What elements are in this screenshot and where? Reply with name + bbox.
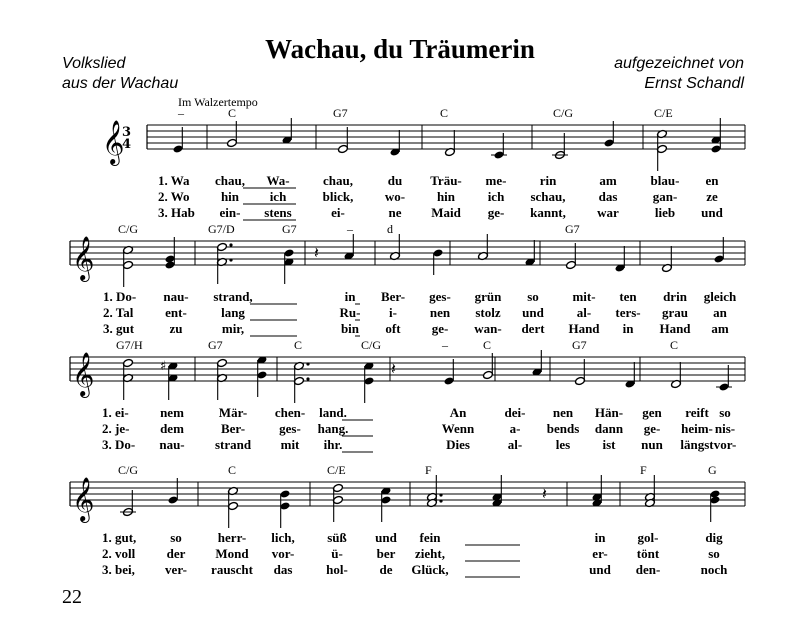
origin-line-1: Volkslied [62,55,126,72]
dot [439,493,442,496]
chord-symbol: G7 [572,338,587,352]
lyric-syllable: rin [539,173,557,188]
lyric-syllable: das [273,562,293,577]
lyric-syllable: stolz [475,305,501,320]
chord-symbol: G7/H [116,338,143,352]
lyric-syllable: ich [487,189,505,204]
lyric-syllable: blick, [322,189,354,204]
lyric-syllable: 3. gut [103,321,135,336]
lyric-syllable: gleich [703,289,737,304]
lyric-syllable: gan- [652,189,678,204]
lyric-syllable: der [166,546,186,561]
chord-symbol: F [425,463,432,477]
lyric-syllable: lieb [654,205,676,220]
lyric-syllable: mit- [572,289,596,304]
lyric-syllable: stens [264,205,292,220]
chord-symbol: – [347,222,353,236]
lyric-syllable: 3. Do- [102,437,136,452]
chord-symbol: G7 [565,222,580,236]
chord-symbol: C [440,106,449,120]
chord-symbol: C [483,338,492,352]
lyric-syllable: in [344,289,356,304]
lyric-syllable: kannt, [530,205,566,220]
lyric-syllable: den- [635,562,661,577]
lyric-syllable: ver- [165,562,187,577]
lyric-syllable: grün [474,289,502,304]
lyric-syllable: lich, [271,530,295,545]
chord-symbol: d [387,222,393,236]
lyric-syllable: Glück, [411,562,449,577]
lyric-syllable: Ru- [339,305,361,320]
lyric-syllable: so [719,405,731,420]
chord-symbol: C [670,338,679,352]
chord-symbol: C/G [361,338,382,352]
lyric-syllable: zu [169,321,183,336]
lyric-syllable: Mär- [218,405,248,420]
lyric-syllable: 1. gut, [102,530,137,545]
lyric-syllable: ne [388,205,402,220]
lyric-syllable: bends [546,421,580,436]
lyric-syllable: 3. bei, [102,562,135,577]
lyric-syllable: wo- [384,189,406,204]
chord-symbol: C [294,338,303,352]
lyric-syllable: mit [280,437,300,452]
lyric-syllable: ein- [219,205,241,220]
lyric-syllable: und [589,562,611,577]
lyric-syllable: les [555,437,571,452]
lyric-syllable: wan- [474,321,502,336]
lyric-syllable: 1. Wa [158,173,190,188]
song-title: Wachau, du Träumerin [265,34,535,64]
lyric-syllable: Maid [431,205,461,220]
lyric-syllable: ges- [279,421,301,436]
lyric-syllable: nun [641,437,663,452]
lyric-syllable: ü- [331,546,343,561]
lyric-syllable: Ber- [220,421,246,436]
lyric-syllable: strand, [213,289,253,304]
staff-system [70,222,745,336]
lyric-syllable: ihr. [323,437,343,452]
lyric-syllable: und [375,530,397,545]
lyric-syllable: so [170,530,182,545]
lyric-syllable: 1. Do- [103,289,137,304]
treble-clef-icon: 𝄞 [72,477,95,521]
treble-clef-icon: 𝄞 [102,120,125,164]
lyric-syllable: herr- [217,530,247,545]
lyric-syllable: dig [705,530,723,545]
lyric-syllable: Hän- [594,405,624,420]
lyric-syllable: chau, [323,173,353,188]
lyric-syllable: ich [269,189,287,204]
lyric-syllable: Träu- [430,173,462,188]
lyric-syllable: längst [680,437,714,452]
quarter-rest: 𝄽 [542,484,547,503]
lyric-syllable: ent- [165,305,187,320]
lyric-syllable: in [622,321,634,336]
lyric-syllable: en [705,173,719,188]
dot [306,377,309,380]
lyric-syllable: 2. je- [102,421,130,436]
lyric-syllable: blau- [650,173,680,188]
staff-system [70,463,745,577]
dot [229,243,232,246]
lyric-syllable: bin [340,321,360,336]
chord-symbol: G7/D [208,222,235,236]
lyric-syllable: 2. Wo [158,189,190,204]
lyric-syllable: nem [160,405,184,420]
lyric-syllable: 2. voll [102,546,136,561]
lyric-syllable: Hand [659,321,691,336]
lyric-syllable: strand [214,437,252,452]
lyric-syllable: noch [700,562,728,577]
lyric-syllable: chau, [215,173,245,188]
lyric-syllable: rauscht [211,562,253,577]
lyric-syllable: süß [327,530,347,545]
lyric-syllable: ge- [643,421,661,436]
lyric-syllable: Ber- [380,289,406,304]
lyric-syllable: und [701,205,723,220]
lyric-syllable: am [711,321,729,336]
lyric-syllable: so [708,546,720,561]
lyric-syllable: tönt [636,546,660,561]
lyric-syllable: 2. Tal [103,305,134,320]
lyric-syllable: heim- [681,421,713,436]
treble-clef-icon: 𝄞 [72,236,95,280]
staff-system [70,338,745,452]
lyric-syllable: dei- [504,405,526,420]
lyric-syllable: nau- [159,437,185,452]
lyric-syllable: so [527,289,539,304]
lyric-syllable: oft [385,321,401,336]
quarter-rest: 𝄽 [314,243,319,262]
lyric-syllable: am [599,173,617,188]
lyric-syllable: 1. ei- [102,405,129,420]
lyric-syllable: dem [160,421,184,436]
lyric-syllable: das [598,189,618,204]
lyric-syllable: hin [220,189,240,204]
lyric-syllable: grau [662,305,688,320]
lyric-syllable: 3. Hab [158,205,195,220]
lyric-syllable: a- [509,421,521,436]
chord-symbol: G [708,463,717,477]
lyric-syllable: ters- [615,305,641,320]
lyric-syllable: ge- [487,205,505,220]
lyric-syllable: zieht, [415,546,445,561]
lyric-syllable: ge- [431,321,449,336]
lyric-syllable: du [387,173,403,188]
lyric-syllable: dann [594,421,624,436]
chord-symbol: C/G [118,463,139,477]
arranger-line-2: Ernst Schandl [644,75,744,92]
lyric-syllable: mir, [221,321,245,336]
lyric-syllable: er- [592,546,608,561]
lyric-syllable: land. [319,405,347,420]
chord-symbol: G7 [333,106,348,120]
chord-symbol: G7 [208,338,223,352]
lyric-syllable: war [597,205,619,220]
lyric-syllable: an [713,305,727,320]
lyric-syllable: schau, [530,189,566,204]
lyric-syllable: gol- [637,530,659,545]
lyric-syllable: Wenn [441,421,475,436]
lyric-syllable: ze [706,189,718,204]
lyric-syllable: nis- [714,421,736,436]
chord-symbol: C [228,463,237,477]
tempo-marking: Im Walzertempo [178,95,258,109]
lyric-syllable: Hand [568,321,600,336]
lyric-syllable: dert [521,321,545,336]
staff-system [102,106,745,220]
chord-symbol: – [442,338,448,352]
lyric-syllable: me- [485,173,507,188]
origin-line-2: aus der Wachau [62,75,179,92]
lyric-syllable: al- [576,305,592,320]
chord-symbol: – [178,106,184,120]
chord-symbol: C/G [553,106,574,120]
chord-symbol: C/G [118,222,139,236]
dot [229,258,232,261]
lyric-syllable: nen [552,405,574,420]
lyric-syllable: nau- [163,289,189,304]
lyric-syllable: fein [419,530,441,545]
chord-symbol: C/E [327,463,346,477]
lyric-syllable: i- [389,305,397,320]
lyric-syllable: drin [663,289,687,304]
chord-symbol: C [228,106,237,120]
dot [306,362,309,365]
lyric-syllable: ei- [331,205,345,220]
lyric-syllable: hol- [326,562,348,577]
time-sig-bottom: 4 [122,137,132,152]
lyric-syllable: al- [507,437,523,452]
lyric-syllable: reift [685,405,709,420]
lyric-syllable: lang [221,305,245,320]
lyric-syllable: hin [436,189,456,204]
chord-symbol: G7 [282,222,297,236]
lyric-syllable: und [522,305,544,320]
lyric-syllable: Wa- [266,173,290,188]
time-sig-top: 3 [122,125,132,140]
quarter-rest: 𝄽 [391,359,396,378]
page-number: 22 [62,586,82,608]
lyric-syllable: hang. [317,421,349,436]
chord-symbol: F [640,463,647,477]
lyric-syllable: ten [619,289,637,304]
lyric-syllable: An [449,405,467,420]
lyric-syllable: de [379,562,393,577]
lyric-syllable: ist [602,437,616,452]
lyric-syllable: in [594,530,606,545]
lyric-syllable: nen [429,305,451,320]
arranger-line-1: aufgezeichnet von [614,55,744,72]
lyric-syllable: ges- [429,289,451,304]
dot [439,499,442,502]
lyric-syllable: ber [376,546,396,561]
lyric-syllable: vor- [713,437,737,452]
lyric-syllable: gen [642,405,662,420]
treble-clef-icon: 𝄞 [72,352,95,396]
lyric-syllable: vor- [271,546,295,561]
sharp-accidental: ♯ [160,359,167,374]
lyric-syllable: Dies [446,437,470,452]
lyric-syllable: Mond [215,546,249,561]
chord-symbol: C/E [654,106,673,120]
lyric-syllable: chen- [274,405,306,420]
